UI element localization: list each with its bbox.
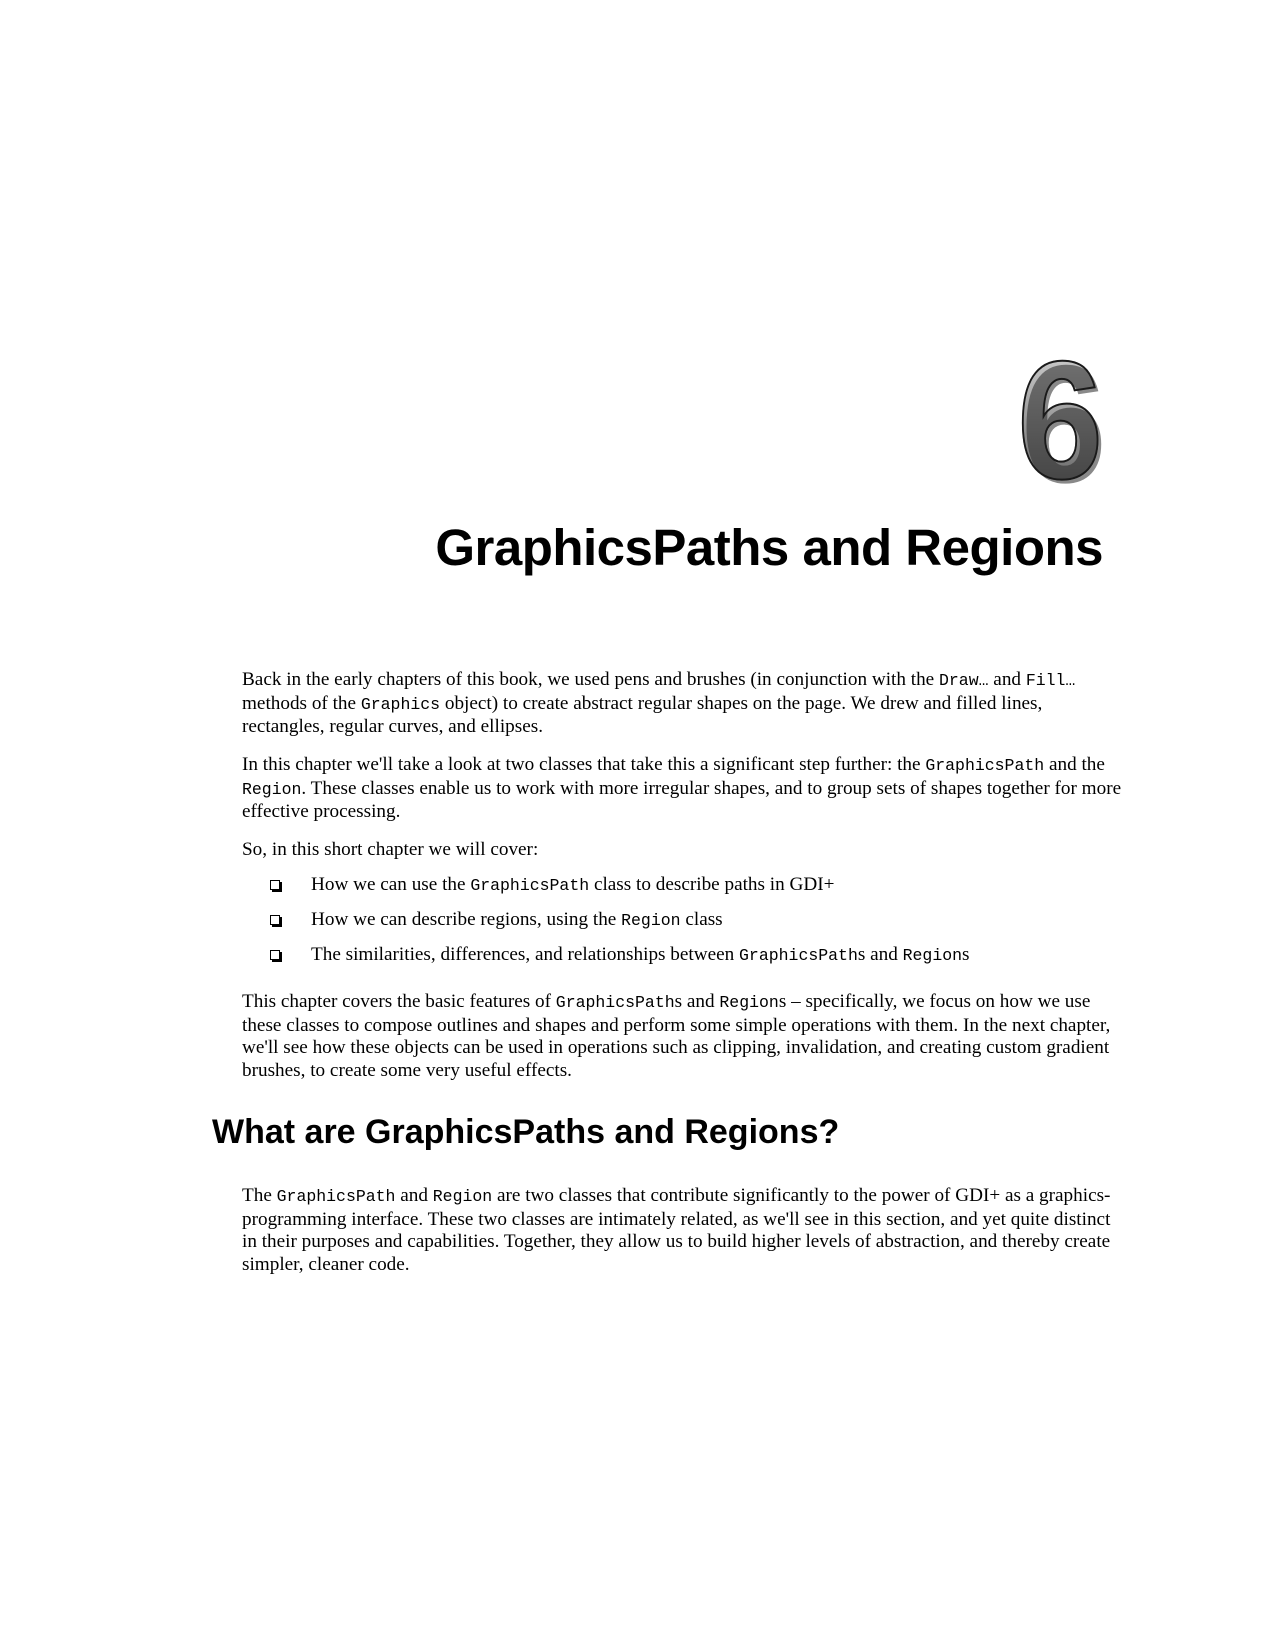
text-run: So, in this short chapter we will cover: <box>242 839 539 860</box>
section-heading: What are GraphicsPaths and Regions? <box>212 1113 840 1151</box>
text-run: How we can describe regions, using the <box>311 909 622 930</box>
text-run: s <box>962 944 970 965</box>
text-run: class to describe paths in GDI+ <box>589 874 835 895</box>
text-run: and <box>988 669 1026 690</box>
text-run: s – specifically, we focus on how we use these classes to compose outlines and shapes and perform some simple operations with them. In the next chapter, we'll see how these objects can be used in operations such as clipping, invalidation, and creating custom gradient brushes, to create some very useful effects. <box>242 991 1111 1081</box>
text-run: The <box>242 1185 277 1206</box>
code-fill: Fill… <box>1025 671 1076 690</box>
text-run: s and <box>857 944 903 965</box>
code-graphicspath: GraphicsPath <box>555 993 675 1012</box>
code-graphics: Graphics <box>360 694 441 714</box>
text-run: class <box>680 909 723 930</box>
chapter-number: 6 <box>1016 326 1099 514</box>
code-region: Region <box>242 779 302 799</box>
checkbox-bullet-icon <box>270 950 280 960</box>
text-run: and <box>395 1185 433 1206</box>
text-run: In this chapter we'll take a look at two classes that take this a significant step further: the <box>242 754 926 775</box>
code-graphicspath: GraphicsPath <box>739 946 858 965</box>
text-run: and the <box>1044 754 1105 775</box>
coverage-list <box>242 874 1122 979</box>
intro-paragraph-4 <box>242 991 1122 1082</box>
code-region: Region <box>432 1187 493 1206</box>
text-run: How we can use the <box>311 874 471 895</box>
list-item <box>242 944 1122 967</box>
intro-paragraph-1 <box>242 669 1122 739</box>
list-item <box>242 874 1122 897</box>
text-run: Back in the early chapters of this book, we used pens and brushes (in conjunction with the <box>242 669 939 690</box>
intro-paragraph-2 <box>242 754 1122 824</box>
text-run: s and <box>674 991 720 1012</box>
intro-paragraph-3 <box>242 839 1122 862</box>
section-paragraph <box>242 1185 1122 1276</box>
code-graphicspath: GraphicsPath <box>925 756 1045 775</box>
chapter-title: GraphicsPaths and Regions <box>435 519 1103 576</box>
text-run: . These classes enable us to work with more irregular shapes, and to group sets of shapes together for more effective processing. <box>242 777 1122 822</box>
checkbox-bullet-icon <box>270 880 280 890</box>
text-run: object) to create abstract regular shapes on the page. We drew and filled lines, rectangles, regular curves, and ellipses. <box>242 692 1043 737</box>
text-run: The similarities, differences, and relationships between <box>311 944 740 965</box>
text-run: are two classes that contribute significantly to the power of GDI+ as a graphics-programming interface. These two classes are intimately related, as we'll see in this section, and yet quite distinct in their purposes and capabilities. Together, they allow us to build higher levels of abstraction, and thereby create simpler, cleaner code. <box>242 1185 1111 1275</box>
code-draw: Draw… <box>938 671 989 690</box>
list-item <box>242 909 1122 932</box>
code-graphicspath: GraphicsPath <box>276 1187 396 1206</box>
code-graphicspath: GraphicsPath <box>470 876 590 895</box>
code-region: Region <box>902 946 963 965</box>
text-run: methods of the <box>242 692 361 714</box>
code-region: Region <box>719 993 779 1012</box>
checkbox-bullet-icon <box>270 915 280 925</box>
code-region: Region <box>621 911 681 930</box>
text-run: This chapter covers the basic features of <box>242 991 556 1012</box>
